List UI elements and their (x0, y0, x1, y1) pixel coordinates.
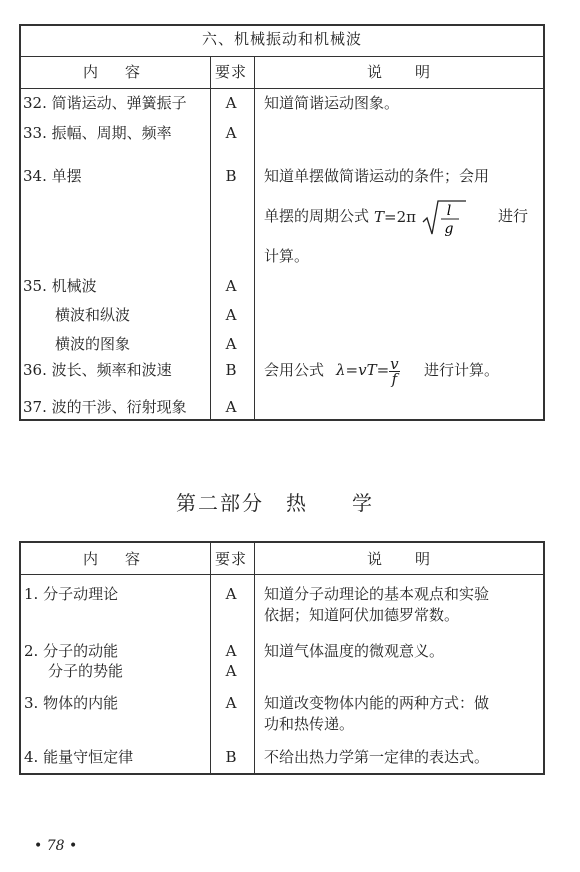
table2-row-1-req: A (225, 585, 237, 603)
table1-header-note: 说 明 (366, 63, 431, 81)
table1-header-content: 内 容 (82, 63, 146, 81)
table1-row-35-req: A (225, 277, 237, 295)
table2-row-2b-req: A (225, 662, 237, 680)
table2-row-3-note-line1: 知道改变物体内能的两种方式：做 (264, 694, 490, 712)
table1-row-36-note-b: 进行计算。 (424, 361, 500, 379)
table1-header-req: 要求 (214, 63, 247, 81)
part-title: 第二部分 热 学 (176, 491, 374, 515)
table1-row-35-content: 35. 机械波 (23, 277, 97, 295)
sqrt-symbol (421, 198, 467, 238)
table2-row-2-req: A (225, 642, 237, 660)
row-divider (21, 88, 543, 89)
table1-row-35b-req: A (225, 306, 237, 324)
table2-row-3-content: 3. 物体的内能 (24, 694, 119, 712)
table1-row-36-note-a: 会用公式 (264, 361, 325, 379)
page-number: • 78 • (34, 838, 78, 854)
table1-row-34-note-line2a: 单摆的周期公式 (264, 207, 370, 225)
table2-header-content: 内 容 (82, 550, 146, 568)
table2-row-1-content: 1. 分子动理论 (24, 585, 119, 603)
table2-header-note: 说 明 (366, 550, 431, 568)
table1-row-35c-req: A (225, 335, 237, 353)
row-divider (21, 56, 543, 57)
table1-row-34-note-line2b: 进行 (498, 207, 529, 225)
table1-row-34-note-line1: 知道单摆做简谐运动的条件；会用 (264, 167, 490, 185)
table1-row-33-content: 33. 振幅、周期、频率 (23, 124, 172, 142)
row-divider (21, 574, 543, 575)
table2-row-4-req: B (225, 748, 237, 766)
table1-title: 六、机械振动和机械波 (201, 30, 362, 48)
table1-row-35c-content: 横波的图象 (55, 335, 131, 353)
table2-row-2b-content: 分子的势能 (48, 662, 124, 680)
table2-row-2-content: 2. 分子的动能 (24, 642, 119, 660)
svg-text:l: l (446, 203, 452, 219)
table2-row-4-note: 不给出热力学第一定律的表达式。 (264, 748, 490, 766)
table1-row-37-req: A (225, 398, 237, 416)
table1-row-34-note-line3: 计算。 (264, 247, 310, 265)
table1-row-32-content: 32. 简谐运动、弹簧振子 (23, 94, 187, 112)
col-divider (254, 57, 255, 419)
table1-row-34-content: 34. 单摆 (23, 167, 82, 185)
table1-row-32-req: A (225, 94, 237, 112)
table2-row-2-note: 知道气体温度的微观意义。 (264, 642, 445, 660)
table1-row-32-note: 知道简谐运动图象。 (264, 94, 400, 112)
formula-wave-speed: λ=vT= $\frac{v}{f}$ (336, 354, 399, 388)
table2-row-1-note-line1: 知道分子动理论的基本观点和实验 (264, 585, 490, 603)
table2-row-4-content: 4. 能量守恒定律 (24, 748, 134, 766)
formula-pendulum-period: T=2π l g (374, 197, 467, 237)
table1-row-34-req: B (225, 167, 237, 185)
table2-row-3-req: A (225, 694, 237, 712)
table2-header-req: 要求 (214, 550, 247, 568)
table1-row-33-req: A (225, 124, 237, 142)
table2-row-1-note-line2: 依据；知道阿伏加德罗常数。 (264, 606, 460, 624)
table1-row-35b-content: 横波和纵波 (55, 306, 131, 324)
svg-text:g: g (444, 221, 454, 237)
table2-row-3-note-line2: 功和热传递。 (264, 715, 355, 733)
table1-row-36-req: B (225, 361, 237, 379)
col-divider (254, 543, 255, 773)
table1-row-36-content: 36. 波长、频率和波速 (23, 361, 172, 379)
table1-row-37-content: 37. 波的干涉、衍射现象 (23, 398, 187, 416)
